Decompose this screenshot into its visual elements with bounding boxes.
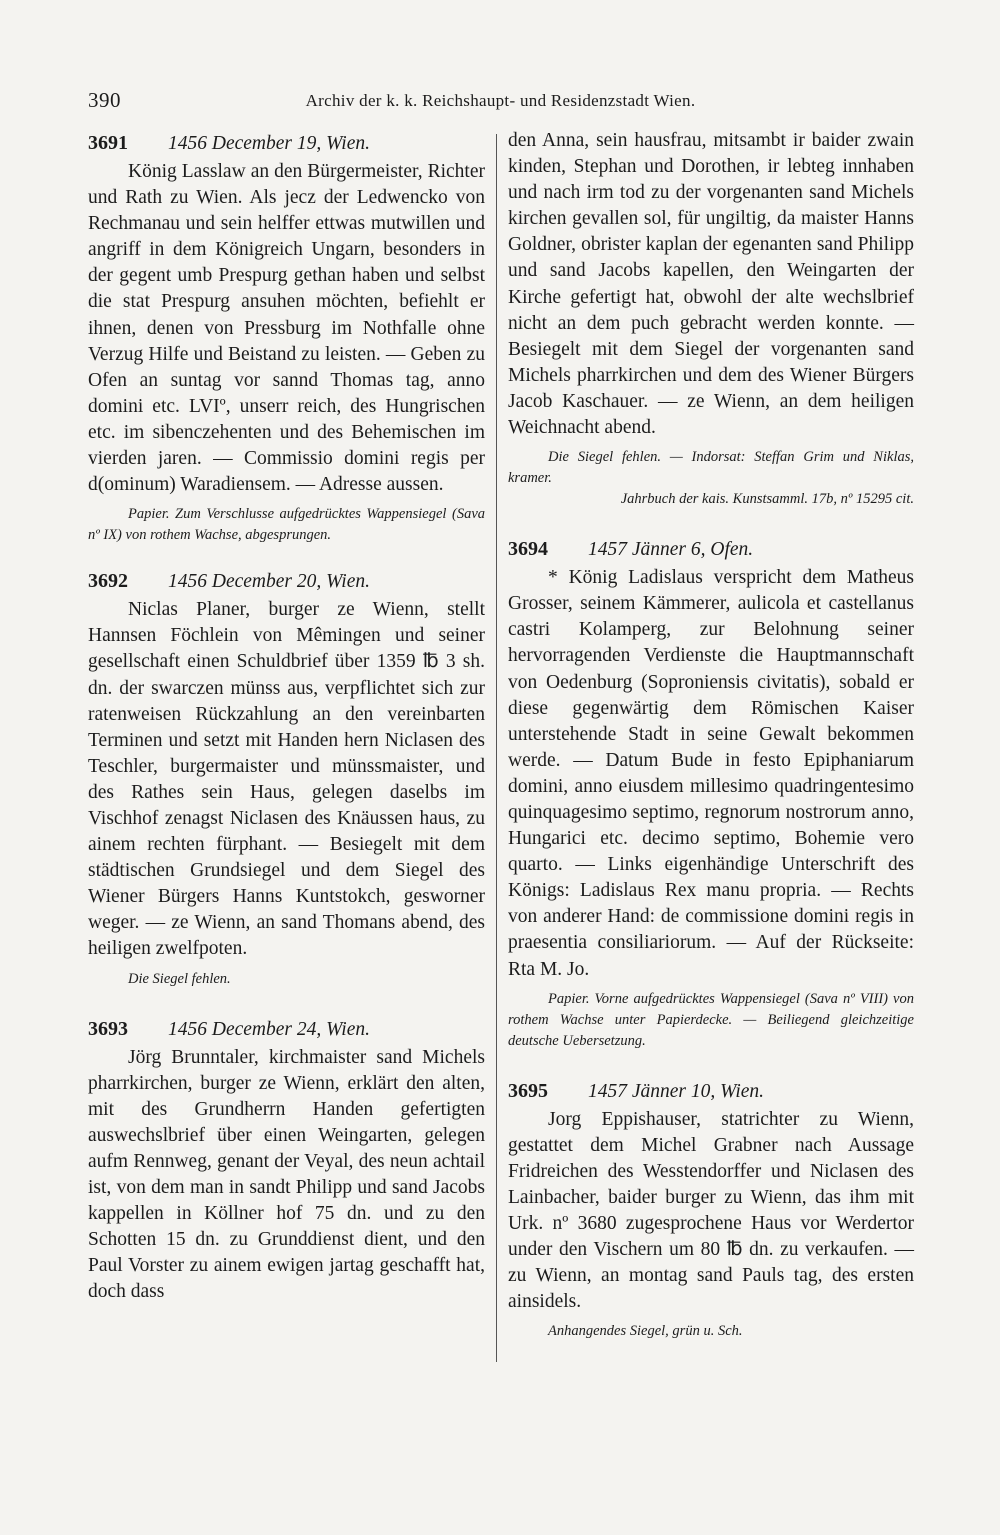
entry-number: 3691 (88, 132, 128, 154)
entry-number: 3694 (508, 538, 548, 561)
page-number: 390 (88, 88, 121, 112)
entry-3693-continued (508, 128, 914, 510)
page-header (88, 88, 913, 116)
entry-number: 3692 (88, 570, 128, 593)
entry-number: 3693 (88, 1017, 128, 1040)
entry-3692 (88, 566, 485, 989)
entry-body: Jörg Brunntaler, kirchmaister sand Michels pharrkirchen, burger ze Wienn, erklärt den alten, mit des Grundherrn Handen gefertigten auswechslbrief über einen Weingarten, gelegen aufm Rennweg, genant der Veyal, des neun achtail ist, von dem man in sandt Philipp und sand Jacobs kappellen in Köllner hof 75 dn. und zu den Schotten 15 dn. zu Grunddienst dient, und den Paul Vorster zu ainem ewigen jartag geschafft hat, doch dass (88, 1046, 485, 1303)
entry-heading (88, 128, 485, 159)
entry-note: Papier. Zum Verschlusse aufgedrücktes Wappensiegel (Sava nº IX) von rothem Wachse, abgesprungen. (88, 506, 485, 544)
entry-date: 1456 December 20, Wien. (168, 571, 370, 593)
entry-note: Papier. Vorne aufgedrücktes Wappensiegel (Sava nº VIII) von rothem Wachse unter Papierdecke. — Beiliegend gleichzeitige deutsche Uebersetzung. (508, 990, 914, 1049)
entry-note: Die Siegel fehlen. (128, 970, 231, 987)
entry-date: 1457 Jänner 10, Wien. (588, 1080, 765, 1102)
entry-body: Jorg Eppishauser, statrichter zu Wienn, gestattet dem Michel Grabner nach Aussage Fridreichen des Wesstendorffer und Niclasen des Lainbacher, baider burger zu Wienn, das ihm mit Urk. nº 3680 zugesprochene Haus vor Werdertor under den Vischern um 80 ℔ dn. zu verkaufen. — zu Wienn, an montag sand Pauls tag, des ersten ainsidels. (508, 1108, 914, 1313)
column-divider (496, 134, 497, 1362)
entry-heading (88, 1014, 485, 1045)
entry-heading (508, 1076, 914, 1107)
entry-reference: Jahrbuch der kais. Kunstsamml. 17b, nº 15295 cit. (620, 491, 914, 508)
entry-3695 (508, 1076, 914, 1343)
entry-date: 1456 December 24, Wien. (168, 1018, 370, 1040)
entry-heading (508, 534, 914, 565)
entry-note: Die Siegel fehlen. — Indorsat: Steffan Grim und Niklas, kramer. (508, 449, 914, 487)
left-column (88, 128, 485, 1305)
entry-3693 (88, 1014, 485, 1306)
entry-body: Niclas Planer, burger ze Wienn, stellt Hannsen Föchlein von Mêmingen und seiner gesellschaft einen Schuldbrief über 1359 ℔ 3 sh. dn. der swarczen münss aus, verpflichtet sich zur ratenweisen Rückzahlung an den vereinbarten Terminen und setzt mit Handen hern Niclasen des Teschler, burgermaister und münssmaister, und des Rathes sein Haus, gelegen daselbs im Vischhof zenagst Niclasen des Knäussen haus, zu ainem rechten fürphant. — Besiegelt mit dem städtischen Grundsiegel und dem Siegel des Wiener Bürgers Hanns Kuntstokch, gesworner weger. — ze Wienn, an sand Thomans abend, des heiligen zwelfpoten. (88, 599, 485, 960)
entry-date: 1457 Jänner 6, Ofen. (588, 539, 754, 561)
entry-body-continued: den Anna, sein hausfrau, mitsambt ir baider zwain kinden, Stephan und Dorothen, ir lebteg innhaben und nach irm tod zu der vorgenanten sand Michels kirchen gevallen sol, für ungiltig, da maister Hanns Goldner, obrister kaplan der egenanten sand Philipp und sand Jacobs kapellen, den Weingarten der Kirche gefertigt hat, obwohl der alte wechslbrief nicht an dem puch gebracht werden konnte. — Besiegelt mit dem Siegel der vorgenanten sand Michels pharrkirchen und dem des Wiener Bürgers Jacob Kaschauer. — ze Wienn, an dem heiligen Weichnacht abend. (508, 130, 914, 439)
entry-3694 (508, 534, 914, 1052)
entry-note: Anhangendes Siegel, grün u. Sch. (548, 1323, 743, 1340)
running-title: Archiv der k. k. Reichshaupt- und Residenzstadt Wien. (305, 91, 696, 110)
entry-body: König Lasslaw an den Bürgermeister, Richter und Rath zu Wien. Als jecz der Ledwencko von Rechmanau und sein helffer ettwas mutwillen und angriff in dem Königreich Ungarn, besonders in der gegent umb Prespurg gethan haben und selbst die stat Prespurg ansuhen möchten, befiehlt er ihnen, denen von Pressburg im Nothfalle ohne Verzug Hilfe und Beistand zu leisten. — Geben zu Ofen an suntag vor sannd Thomas tag, anno domini etc. LVIº, unserr reich, des Hungrischen etc. im sibenczehenten und des Behemischen im vierden jaren. — Commissio domini regis per d(ominum) Waradiensem. — Adresse aussen. (88, 161, 485, 496)
entry-body: * König Ladislaus verspricht dem Matheus Grosser, seinem Kämmerer, aulicola et castellanus castri Kolamperg, zur Belohnung seiner hervorragenden Verdienste die Hauptmannschaft von Oedenburg (Soproniensis civitatis), sobald er diese gegenwärtig dem Römischen Kaiser unterstehende Stadt in seine Gewalt bekommen werde. — Datum Bude in festo Epiphaniarum domini, anno eiusdem millesimo quadringentesimo quinquagesimo septimo, regnorum nostrorum anno, Hungarici etc. decimo septimo, Bohemie vero quarto. — Links eigenhändige Unterschrift des Königs: Ladislaus Rex manu propria. — Rechts von anderer Hand: de commissione domini regis in praesentia consiliariorum. — Auf der Rückseite: Rta M. Jo. (508, 567, 914, 980)
entry-date: 1456 December 19, Wien. (168, 133, 370, 154)
entry-3691 (88, 128, 485, 546)
entry-heading (88, 566, 485, 597)
right-column (508, 128, 914, 1342)
entry-number: 3695 (508, 1079, 548, 1102)
